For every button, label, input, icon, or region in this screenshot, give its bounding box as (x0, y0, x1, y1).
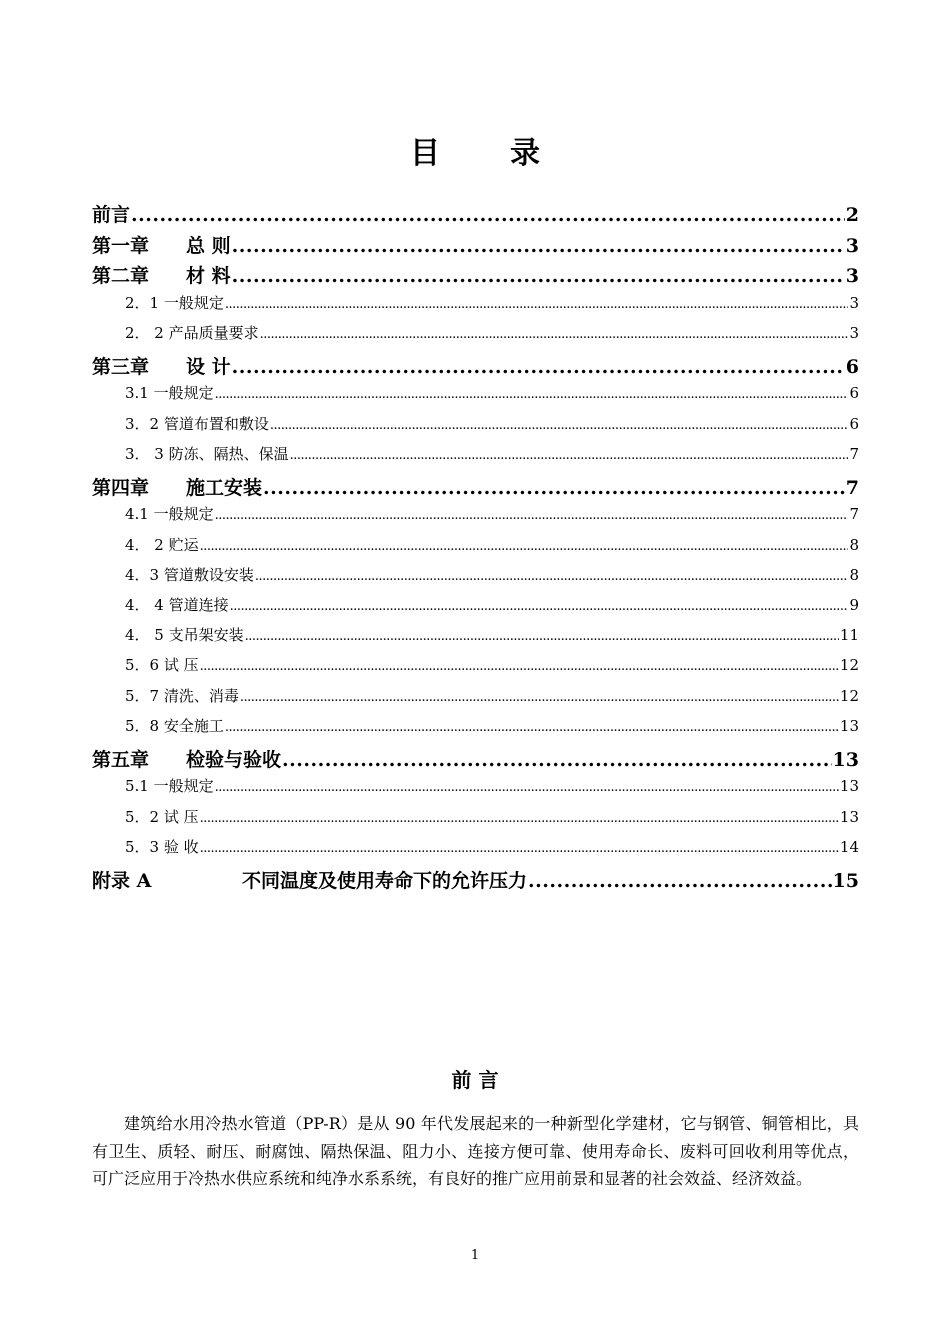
toc-entry-number: 第三章 (92, 355, 150, 378)
toc-entry-page: 2 (845, 204, 859, 226)
toc-entry-page: 13 (839, 777, 859, 796)
toc-entry-title: 4． 4 管道连接 (125, 596, 229, 614)
toc-leader-dots (232, 265, 845, 287)
toc-entry-title: 5．7 清洗、消毒 (125, 686, 239, 705)
toc-entry-page: 8 (849, 565, 859, 584)
toc-leader-dots (255, 569, 849, 584)
toc-entry-page: 12 (839, 686, 859, 705)
toc-entry-page: 12 (839, 656, 859, 675)
toc-entry-title: 4.1 一般规定 (125, 505, 214, 524)
toc-entry-number: 第四章 (92, 476, 150, 499)
toc-entry-page: 9 (849, 596, 859, 614)
toc-entry-section[interactable] (92, 564, 859, 594)
toc-entry-section[interactable] (92, 503, 859, 533)
toc-entry-title: 设 计 (186, 355, 231, 378)
toc-leader-dots (245, 629, 839, 644)
toc-entry-title: 5．3 验 收 (125, 837, 199, 856)
toc-entry-page: 13 (839, 716, 859, 735)
toc-leader-dots (263, 477, 845, 499)
toc-leader-dots (215, 508, 849, 523)
table-of-contents (92, 200, 859, 897)
toc-entry-title: 2．1 一般规定 (125, 293, 224, 312)
toc-entry-title: 5.1 一般规定 (125, 777, 214, 796)
toc-entry-title: 5．8 安全施工 (125, 716, 224, 735)
toc-entry-title: 4． 5 支吊架安装 (125, 626, 244, 645)
toc-leader-dots (528, 870, 832, 892)
toc-entry-title: 4． 2 贮运 (125, 535, 199, 554)
toc-entry-chapter-1[interactable] (92, 231, 859, 262)
toc-entry-section[interactable] (92, 594, 859, 624)
toc-entry-number: 前言 (92, 204, 131, 226)
toc-leader-dots (290, 448, 849, 463)
toc-entry-section[interactable] (92, 443, 859, 473)
toc-leader-dots (200, 659, 839, 674)
toc-entry-page: 13 (839, 807, 859, 826)
toc-leader-dots (200, 841, 839, 856)
toc-entry-section[interactable] (92, 806, 859, 836)
toc-entry-page: 8 (849, 535, 859, 554)
toc-entry-page: 11 (839, 626, 859, 645)
toc-entry-title: 施工安装 (186, 476, 263, 499)
toc-entry-title: 检验与验收 (186, 748, 282, 771)
toc-leader-dots (200, 811, 839, 826)
toc-entry-section[interactable] (92, 534, 859, 564)
toc-entry-title: 材 料 (186, 265, 231, 287)
toc-entry-title: 5．2 试 压 (125, 807, 199, 826)
toc-title-right: 录 (510, 136, 540, 171)
toc-leader-dots (131, 204, 845, 226)
toc-entry-number: 第一章 (92, 234, 150, 257)
toc-entry-section[interactable] (92, 624, 859, 654)
toc-leader-dots (240, 690, 839, 705)
toc-entry-number: 附录 A (92, 870, 152, 892)
toc-leader-dots (260, 327, 849, 342)
toc-entry-page: 13 (832, 748, 859, 771)
toc-leader-dots (215, 780, 839, 795)
toc-title-left: 目 (410, 136, 440, 171)
toc-leader-dots (232, 235, 845, 257)
toc-entry-number: 第五章 (92, 748, 150, 771)
page-number: 1 (470, 1248, 480, 1263)
toc-entry-title: 3．2 管道布置和敷设 (125, 414, 269, 433)
toc-leader-dots (225, 720, 839, 735)
toc-leader-dots (270, 418, 849, 433)
toc-entry-section[interactable] (92, 382, 859, 412)
toc-entry-page: 6 (845, 355, 859, 378)
toc-entry-page: 3 (849, 323, 859, 342)
preface-body: 建筑给水用冷热水管道（PP-R）是从 90 年代发展起来的一种新型化学建材，它与钢管、铜管相比，具有卫生、质轻、耐压、耐腐蚀、隔热保温、阻力小、连接方便可靠、使用寿命长、废料可回收利用等优点，可广泛应用于冷热水供应系统和纯净水系系统，有良好的推广应用前景和显著的社会效益、经济效益。 (92, 1114, 859, 1188)
toc-entry-chapter-2[interactable] (92, 261, 859, 292)
toc-entry-page: 3 (845, 234, 859, 257)
toc-entry-section[interactable] (92, 413, 859, 443)
toc-entry-page: 3 (845, 265, 859, 287)
toc-entry-title: 3.1 一般规定 (125, 384, 214, 403)
toc-entry-page: 15 (832, 870, 859, 892)
preface-title: 前 言 (451, 1068, 499, 1092)
toc-entry-page: 7 (845, 476, 859, 499)
toc-entry-chapter-5[interactable] (92, 745, 859, 776)
toc-entry-page: 7 (849, 505, 859, 524)
toc-leader-dots (225, 297, 849, 312)
toc-entry-chapter-4[interactable] (92, 473, 859, 504)
toc-entry-preface[interactable] (92, 200, 859, 231)
toc-entry-title: 4．3 管道敷设安装 (125, 565, 254, 584)
toc-entry-section[interactable] (92, 654, 859, 684)
toc-entry-section[interactable] (92, 685, 859, 715)
toc-entry-number: 第二章 (92, 265, 150, 287)
toc-leader-dots (200, 539, 849, 554)
toc-entry-page: 6 (849, 384, 859, 403)
toc-entry-section[interactable] (92, 292, 859, 322)
toc-entry-section[interactable] (92, 715, 859, 745)
toc-entry-chapter-3[interactable] (92, 352, 859, 383)
toc-leader-dots (230, 599, 849, 614)
toc-entry-page: 6 (849, 414, 859, 433)
toc-entry-section[interactable] (92, 322, 859, 352)
toc-leader-dots (215, 387, 849, 402)
toc-entry-title: 3． 3 防冻、隔热、保温 (125, 444, 289, 463)
toc-entry-title: 总 则 (186, 234, 231, 257)
toc-entry-title: 5．6 试 压 (125, 656, 199, 675)
toc-entry-page: 7 (849, 444, 859, 463)
toc-entry-title: 不同温度及使用寿命下的允许压力 (242, 870, 528, 892)
toc-entry-section[interactable] (92, 836, 859, 866)
toc-entry-appendix-a[interactable] (92, 866, 859, 897)
toc-leader-dots (232, 356, 845, 378)
toc-entry-page: 14 (839, 837, 859, 856)
toc-title (0, 128, 950, 172)
toc-entry-title: 2． 2 产品质量要求 (125, 323, 259, 342)
toc-entry-section[interactable] (92, 775, 859, 805)
toc-leader-dots (282, 749, 832, 771)
toc-entry-page: 3 (849, 293, 859, 312)
